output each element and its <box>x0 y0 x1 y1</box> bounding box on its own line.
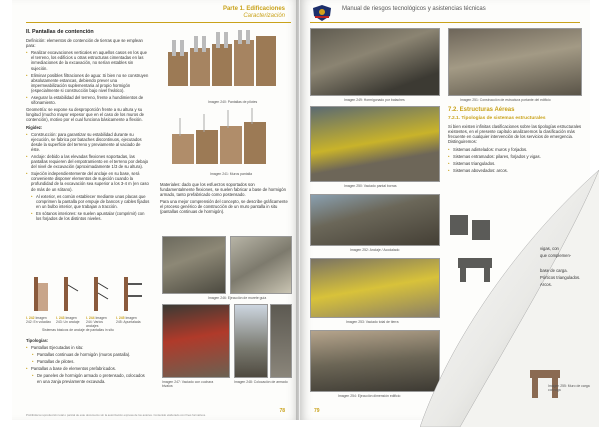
right-header: Manual de riesgos tecnológicos y asistencias técnicas <box>342 6 486 12</box>
left-column <box>26 30 150 223</box>
photo-crane <box>234 304 268 378</box>
caption: Imagen 254: Ejecución dimensión edificio <box>338 394 401 398</box>
figure-caption: Sistemas básicos de anclaje de pantallas in situ <box>42 328 114 332</box>
bullet: • Pantallas continuas de hormigón (muros pantalla). <box>32 352 150 357</box>
typologies <box>26 338 150 386</box>
caption: Imagen 249: Hormigonado por bataches <box>344 98 405 102</box>
photo-rebar <box>270 304 292 378</box>
caption: I. 244 Imagen 244: Varios anclajes <box>86 316 107 328</box>
subsection-title: 7.2.1. Tipologías de sistemas estructurales <box>448 116 546 122</box>
caption: Imagen 241: Muros pantalla <box>210 172 253 176</box>
bullet: • De paneles de hormigón armado o pretensado, colocados en una zanja previamente excavada. <box>32 373 150 383</box>
bullet: • Eliminar posibles filtraciones de agua: Si bien no se construyen absolutamente estancas, debiendo prever una impermeabilización suplementaria al propio hormigón (especialmente si construcción bajo nivel freático). <box>26 73 150 93</box>
definition: Definición: elementos de contención de tierras que se emplean para: <box>26 38 143 49</box>
typologies-title: Tipologías: <box>26 338 49 343</box>
caption: I. 243 Imagen 243: Un anclaje <box>56 316 80 324</box>
left-page <box>12 0 299 420</box>
header-rule <box>26 22 291 23</box>
bullet: • Realizar excavaciones verticales en aquellos casos en los que el terreno, los edificios u otras estructuras cimentadas en las inmediaciones de la excavación, no serían estables sin sujeción. <box>26 50 150 70</box>
caption: Imagen 247: Vaciado con cuchara bivalva <box>162 380 214 388</box>
bullet: • Pantallas Ejecutadas in situ: <box>26 345 150 350</box>
footer-notice: Prohibida la reproducción total o parcial de este documento sin la autorización expresa de los autores. Contenido elaborado con fines formativos. <box>26 412 206 417</box>
anchor-diagrams <box>28 273 148 315</box>
caption: Imagen 240: Pantallas de pilotes <box>208 100 258 104</box>
caption: Imagen 248: Colocación de armado <box>234 380 288 384</box>
section-title: II. Pantallas de contención <box>26 29 94 35</box>
photo-trench <box>230 236 292 294</box>
caption: Imagen 251: Construcción de estructura portante del edificio <box>460 98 551 102</box>
pile-wall-illustration <box>160 30 290 100</box>
header-rule <box>310 22 580 23</box>
part-title: Parte 1. Edificaciones <box>222 6 285 12</box>
bullet: • Sistemas adintelados: muros y forjados. <box>448 147 582 152</box>
bullet: • Anclaje: debido a las elevadas flexiones soportadas, las pantallas requieren del empotramiento en el terreno por debajo del nivel de excavación (aproximadamente 1/3 de su altura). <box>26 154 150 169</box>
caption: I. 242 Imagen 242: En voladizo <box>26 316 52 324</box>
bullet: • Asegurar la estabilidad del terreno, frente a hundimientos de sifonamiento. <box>26 95 150 105</box>
bullet: • En sótanos interiores: se suelen apuntalar (comprimir) con los forjados de los distintos niveles. <box>31 211 150 221</box>
page-number: 78 <box>279 408 285 414</box>
page-number: 79 <box>314 408 320 414</box>
bullet: • Sistemas entramados: pilares, forjados y vigas. <box>448 154 582 159</box>
bullet: • Sujeción independientemente del anclaje en su base, será conveniente disponer elementos de sujeción cuando la profundidad de la excavación sea superior a los 3-4 m (en caso de más de un sótano). <box>26 171 150 191</box>
bullet: • Sistemas abovedados: arcos. <box>448 168 582 173</box>
bullet: • Sistemas triangulados. <box>448 161 582 166</box>
bullet: • Pantallas de pilotes. <box>32 359 150 364</box>
bullet: • Pantallas a base de elementos prefabricados. <box>26 366 150 371</box>
rigidity-title: Rigidez: <box>26 124 43 130</box>
curl-text: vigas, con que complemen- base de carga. Pórticos triangulados. Arcos. <box>540 246 581 288</box>
shield-logo-icon <box>310 4 334 22</box>
diaphragm-wall-illustration <box>162 108 292 170</box>
photo-structure <box>448 28 582 96</box>
photo-concreting <box>310 28 440 96</box>
caption: Imagen 253: Vaciado total de tierra <box>346 320 399 324</box>
bullet: • Al exterior, es común establecer mediante unas placas que comprimen la pantalla por empuje de bancos y cables fijados en un bulbo interior, que trabajan a tracción. <box>31 194 150 209</box>
photo-bivalve-bucket <box>162 304 230 378</box>
bullet: • Construcción: para garantizar su estabilidad durante su ejecución, se fabrica por bataches discontinuos, ejecutados desde la superficie del terreno y previamente al vaciado de éste. <box>26 132 150 152</box>
aerial-structures-text: 7.2. Estructuras Aéreas 7.2.1. Tipologías de sistemas estructurales Si bien existen infinitas clasificaciones sobre las tipologías estructurales existentes, en el presente capítulo analizaremos la clasificación más frecuente en cualquier intervención de los servicios de emergencia. Distinguiremos: • Sistemas adintelados: muros y forjados. • Sistemas entramados: pilares, forjados y vigas. • Sistemas triangulados. • Sistemas abovedados: arcos. <box>448 108 582 175</box>
materials-text: Materiales: dado que los esfuerzos soportados son fundamentalmente flexiones, se suelen fabricar a base de hormigón armado, tanto prefabricado como postensado. Para una mejor comprensión del concepto, se describe gráficamente el proceso genérico de construcción de un muro pantalla in situ (pantallas continuas de hormigón). <box>160 182 288 215</box>
photo-guide-wall <box>162 236 226 294</box>
caption: Imagen 250: Vaciado pantal borras <box>344 184 397 188</box>
caption: I. 245 Imagen 245: Apuntalada <box>116 316 141 324</box>
geometry-text: Geometría: se expone su desproporción frente a su altura y su longitud (mucho mayor espesor que en el caso de los muros de contención), motivo por el cual funciona básicamente a flexión. <box>26 107 145 123</box>
section-title: 7.2. Estructuras Aéreas <box>448 107 515 113</box>
caption: Imagen 255: Muro de carga con viga <box>548 384 590 392</box>
left-header <box>223 6 285 20</box>
chapter-title: Caracterización <box>243 13 285 19</box>
caption: Imagen 246: Ejecución de murete guía <box>208 296 267 300</box>
caption: Imagen 252: Anclaje / Acodalado <box>350 248 400 252</box>
